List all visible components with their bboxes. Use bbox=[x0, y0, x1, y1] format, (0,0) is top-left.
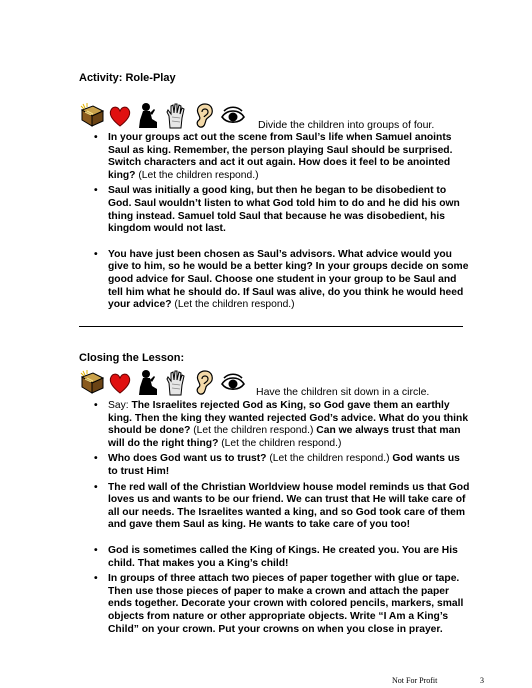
footer-label: Not For Profit bbox=[392, 676, 438, 685]
heart-icon bbox=[107, 102, 133, 130]
activity-bullet-list bbox=[94, 132, 470, 315]
activity-icon-row bbox=[79, 100, 247, 130]
hand-icon bbox=[163, 369, 189, 397]
list-item: • You have just been chosen as Saul’s advisors. What advice would you give to him, so he would be a better king? In your groups decide on some good advice for Saul. Choose one student in your group to be Saul and tell him what he should do. If Saul was alive, do you think he would heed your advice? (Let the children respond.) bbox=[94, 249, 470, 312]
praying-figure-icon bbox=[135, 369, 161, 397]
closing-bullet-list bbox=[94, 400, 470, 639]
praying-figure-icon bbox=[135, 102, 161, 130]
list-item: • The red wall of the Christian Worldview house model reminds us that God loves us and wants to be our friend. We can trust that He will take care of all our needs. The Israelites wanted a king, and so God took care of them and gave them Saul as king. He wants to take care of you too! bbox=[94, 482, 470, 532]
activity-title: Activity: Role-Play bbox=[79, 72, 176, 84]
list-item: • Saul was initially a good king, but then he began to be disobedient to God. Saul wouldn’t listen to what God told him to do and he did his own thing instead. Samuel told Saul that because he was disobedient, his kingdom would not last. bbox=[94, 185, 470, 235]
closing-title: Closing the Lesson: bbox=[79, 352, 185, 364]
ear-icon bbox=[191, 102, 217, 130]
hand-icon bbox=[163, 102, 189, 130]
page-number: 3 bbox=[480, 676, 484, 685]
eye-icon bbox=[219, 102, 247, 130]
list-item: • In groups of three attach two pieces of paper together with glue or tape. Then use those pieces of paper to make a crown and attach the paper ends together. Decorate your crown with colored pencils, markers, small objects from nature or other appropriate objects. Write “I Am a King’s Child” on your crown. Put your crowns on when you close in prayer. bbox=[94, 573, 470, 636]
closing-instruction: Have the children sit down in a circle. bbox=[256, 386, 430, 398]
list-item: • God is sometimes called the King of Kings. He created you. You are His child. That makes you a King’s child! bbox=[94, 545, 470, 570]
list-item: • Say: The Israelites rejected God as King, so God gave them an earthly king. Then the king they wanted rejected God’s advice. What do you think should be done? (Let the children respond.) Can we always trust that man will do the right thing? (Let the children respond.) bbox=[94, 400, 470, 450]
activity-instruction: Divide the children into groups of four. bbox=[258, 119, 435, 131]
list-item: • In your groups act out the scene from Saul’s life when Samuel anoints Saul as king. Remember, the person playing Saul should be surprised. Switch characters and act it out again. How does it feel to be anointed king? (Let the children respond.) bbox=[94, 132, 470, 182]
bible-icon bbox=[79, 369, 105, 397]
list-item: • Who does God want us to trust? (Let the children respond.) God wants us to trust Him! bbox=[94, 453, 470, 478]
eye-icon bbox=[219, 369, 247, 397]
section-divider bbox=[79, 326, 463, 327]
closing-icon-row bbox=[79, 367, 247, 397]
ear-icon bbox=[191, 369, 217, 397]
heart-icon bbox=[107, 369, 133, 397]
bible-icon bbox=[79, 102, 105, 130]
